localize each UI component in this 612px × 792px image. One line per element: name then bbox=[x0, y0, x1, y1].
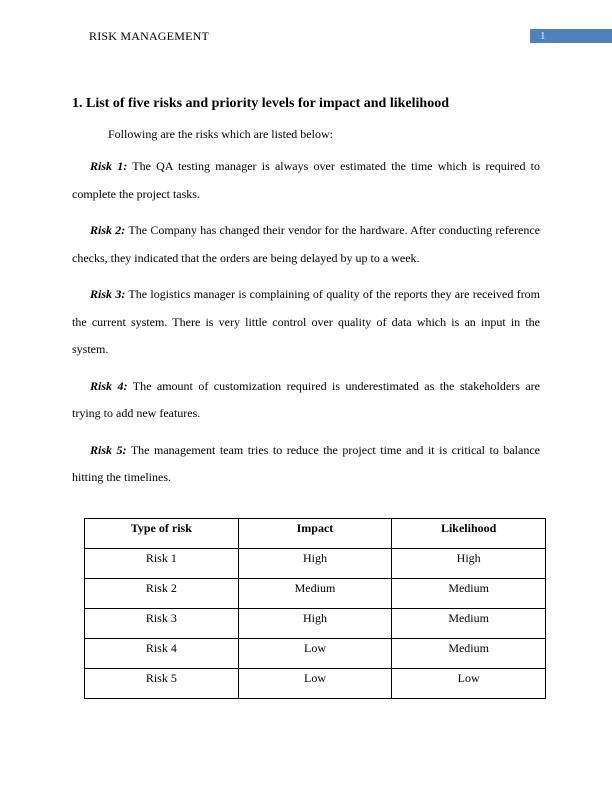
column-header-impact: Impact bbox=[238, 519, 392, 549]
document-body bbox=[72, 92, 540, 492]
column-header-type: Type of risk bbox=[85, 519, 239, 549]
risk-text: The Company has changed their vendor for the hardware. After conducting reference checks, they indicated that the orders are being delayed by up to a week. bbox=[72, 223, 540, 265]
cell-impact: Medium bbox=[238, 579, 392, 609]
cell-impact: High bbox=[238, 609, 392, 639]
risk-text: The QA testing manager is always over estimated the time which is required to complete the project tasks. bbox=[72, 159, 540, 201]
table-row bbox=[85, 609, 546, 639]
cell-impact: High bbox=[238, 549, 392, 579]
risk-text: The amount of customization required is underestimated as the stakeholders are trying to add new features. bbox=[72, 378, 540, 420]
table-row bbox=[85, 549, 546, 579]
risk-label: Risk 5: bbox=[90, 442, 127, 457]
risk-label: Risk 4: bbox=[90, 378, 128, 393]
running-header-title: RISK MANAGEMENT bbox=[89, 29, 209, 43]
column-header-likelihood: Likelihood bbox=[392, 519, 546, 549]
cell-likelihood: Low bbox=[392, 669, 546, 699]
table-row bbox=[85, 669, 546, 699]
risk-paragraph bbox=[72, 153, 540, 208]
section-heading: 1. List of five risks and priority levels for impact and likelihood bbox=[72, 96, 449, 111]
cell-risk-type: Risk 3 bbox=[85, 609, 239, 639]
risk-label: Risk 2: bbox=[90, 223, 126, 237]
risk-priority-table bbox=[84, 518, 546, 699]
page-number-bar bbox=[530, 29, 612, 43]
page-number: 1 bbox=[540, 30, 546, 42]
table-row bbox=[85, 579, 546, 609]
risk-label: Risk 3: bbox=[90, 287, 126, 301]
risk-paragraph bbox=[72, 437, 540, 492]
cell-risk-type: Risk 5 bbox=[85, 669, 239, 699]
cell-risk-type: Risk 2 bbox=[85, 579, 239, 609]
risk-paragraph bbox=[72, 281, 540, 364]
table-row bbox=[85, 639, 546, 669]
risk-text: The management team tries to reduce the project time and it is critical to balance hitting the timelines. bbox=[72, 442, 540, 484]
cell-likelihood: Medium bbox=[392, 579, 546, 609]
cell-likelihood: Medium bbox=[392, 609, 546, 639]
cell-risk-type: Risk 1 bbox=[85, 549, 239, 579]
cell-risk-type: Risk 4 bbox=[85, 639, 239, 669]
risk-text: The logistics manager is complaining of quality of the reports they are received from the current system. There is very little control over quality of data which is an input in the system. bbox=[72, 287, 540, 356]
cell-likelihood: Medium bbox=[392, 639, 546, 669]
cell-likelihood: High bbox=[392, 549, 546, 579]
intro-paragraph: Following are the risks which are listed below: bbox=[108, 127, 333, 141]
risk-paragraph bbox=[72, 217, 540, 272]
risk-paragraph bbox=[72, 373, 540, 428]
risk-label: Risk 1: bbox=[90, 159, 128, 173]
cell-impact: Low bbox=[238, 639, 392, 669]
cell-impact: Low bbox=[238, 669, 392, 699]
table-header-row bbox=[85, 519, 546, 549]
